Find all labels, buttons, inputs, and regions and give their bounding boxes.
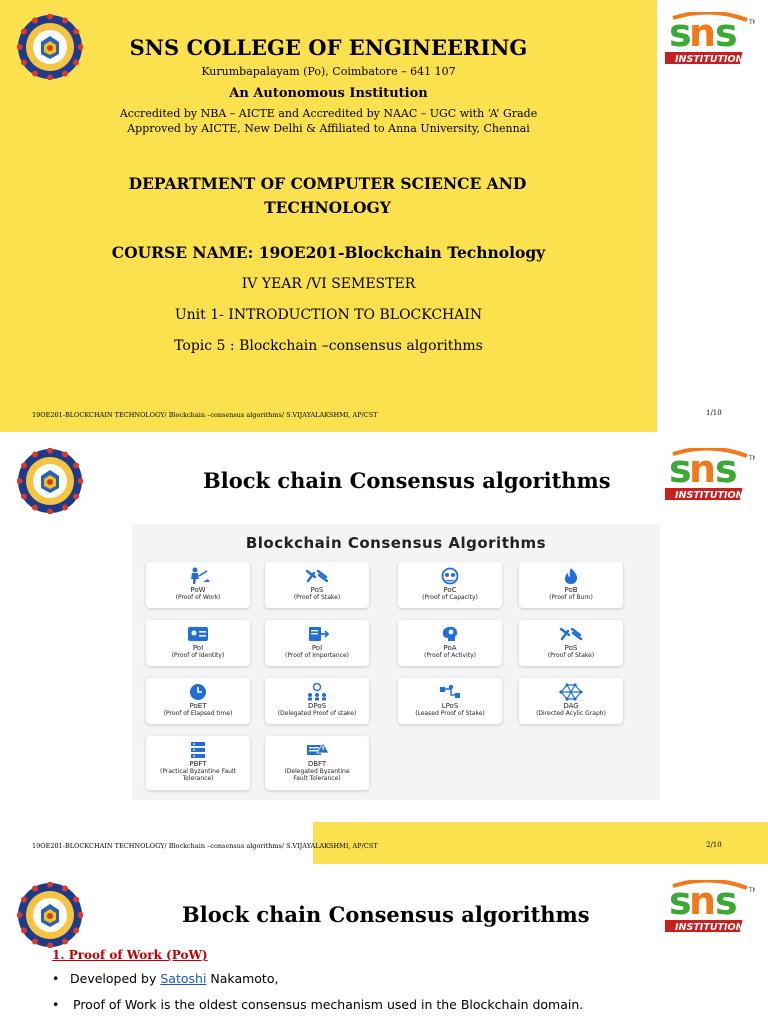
slide-footer: 19OE201-BLOCKCHAIN TECHNOLOGY/ Blockchain –consensus algorithms/ S.VIJAYALAKSHMI, AP/CST <box>32 842 378 850</box>
bullet-text: Developed by <box>70 971 161 986</box>
accreditation-text: Accredited by NBA – AICTE and Accredited by NAAC – UGC with ‘A’ Grade <box>119 107 538 120</box>
approval-text: Approved by AICTE, New Delhi & Affiliated to Anna University, Chennai <box>127 122 530 135</box>
warning-server-icon <box>304 741 330 759</box>
course-name: COURSE NAME: 19OE201-Blockchain Technology <box>111 243 546 262</box>
slide-3 <box>0 864 768 1024</box>
college-seal-icon <box>17 448 83 514</box>
year-semester: IV YEAR /VI SEMESTER <box>241 276 416 292</box>
card-full: (Proof of Stake) <box>293 594 341 601</box>
consensus-algorithms-figure <box>132 524 660 800</box>
sns-institutions-logo <box>665 448 755 504</box>
card-abbr: LPoS <box>441 702 459 710</box>
autonomous-label: An Autonomous Institution <box>229 86 428 101</box>
fire-icon <box>558 567 584 585</box>
card-dpos <box>265 678 369 724</box>
card-pos-2 <box>519 620 623 666</box>
card-abbr: DAG <box>563 702 579 710</box>
figure-title: Blockchain Consensus Algorithms <box>245 534 547 552</box>
card-full: (Proof of Importance) <box>285 652 349 659</box>
card-pow <box>146 562 250 608</box>
importance-icon <box>304 625 330 643</box>
card-full: (Proof of Work) <box>175 594 221 601</box>
clock-icon <box>185 683 211 701</box>
card-full: (Delegated Byzantine Fault Tolerance) <box>284 768 350 782</box>
card-lpos <box>398 678 502 724</box>
miner-icon <box>185 567 211 585</box>
card-poi-importance <box>265 620 369 666</box>
card-full: (Proof of Activity) <box>423 652 477 659</box>
card-poi-identity <box>146 620 250 666</box>
card-full: (Directed Acylic Graph) <box>536 710 606 717</box>
card-poet <box>146 678 250 724</box>
graph-icon <box>558 683 584 701</box>
bullet-text: Proof of Work is the oldest consensus mechanism used in the Blockchain domain. <box>73 997 584 1012</box>
bullet-icon: • <box>52 971 60 986</box>
card-dbft <box>265 736 369 790</box>
card-full: (Delegated Proof of stake) <box>277 710 357 717</box>
capacity-icon <box>437 567 463 585</box>
delegates-icon <box>304 683 330 701</box>
bullet-item <box>52 997 583 1012</box>
card-poc <box>398 562 502 608</box>
card-abbr: PoC <box>443 586 457 594</box>
card-full: (Proof of Stake) <box>547 652 595 659</box>
card-full: (Proof of Identity) <box>171 652 225 659</box>
college-seal-icon <box>17 882 83 948</box>
footer-highlight <box>313 822 768 864</box>
unit-title: Unit 1- INTRODUCTION TO BLOCKCHAIN <box>174 307 483 323</box>
slide-title: Block chain Consensus algorithms <box>182 902 590 927</box>
card-abbr: PoS <box>564 644 578 652</box>
bullet-icon: • <box>52 997 60 1012</box>
sns-institutions-logo <box>665 880 755 936</box>
topic-title: Topic 5 : Blockchain –consensus algorithms <box>174 338 483 354</box>
card-abbr: PoB <box>564 586 578 594</box>
card-full: (Practical Byzantine Fault Tolerance) <box>160 768 236 782</box>
slide-1 <box>0 0 768 432</box>
card-full: (Proof of Burn) <box>549 594 593 601</box>
card-pos <box>265 562 369 608</box>
card-abbr: DPoS <box>307 702 327 710</box>
bullet-text-suffix: Nakamoto, <box>206 971 279 986</box>
card-abbr: PoS <box>310 586 324 594</box>
sns-institutions-logo <box>665 12 755 68</box>
card-abbr: DBFT <box>307 760 327 768</box>
brain-icon <box>437 625 463 643</box>
page-number: 1/10 <box>706 409 722 417</box>
card-full: (Proof of Capacity) <box>422 594 478 601</box>
id-card-icon <box>185 625 211 643</box>
slide-footer: 19OE201-BLOCKCHAIN TECHNOLOGY/ Blockchain –consensus algorithms/ S.VIJAYALAKSHMI, AP/CST <box>32 411 378 419</box>
department-title: DEPARTMENT OF COMPUTER SCIENCE AND TECHNOLOGY <box>128 174 527 217</box>
stake-icon <box>558 625 584 643</box>
bullet-item <box>52 971 278 986</box>
stake-icon <box>304 567 330 585</box>
college-name: SNS COLLEGE OF ENGINEERING <box>129 35 528 60</box>
section-heading: 1. Proof of Work (PoW) <box>52 948 208 962</box>
card-full: (Leased Proof of Stake) <box>415 710 485 717</box>
satoshi-link[interactable]: Satoshi <box>160 971 207 986</box>
card-pbft <box>146 736 250 790</box>
card-abbr: PoW <box>190 586 206 594</box>
lease-icon <box>437 683 463 701</box>
card-poa <box>398 620 502 666</box>
card-abbr: PoI <box>311 644 323 652</box>
card-abbr: PBFT <box>189 760 207 768</box>
card-abbr: PoI <box>192 644 204 652</box>
card-pob <box>519 562 623 608</box>
card-dag <box>519 678 623 724</box>
college-address: Kurumbapalayam (Po), Coimbatore – 641 107 <box>201 65 456 78</box>
page-number: 2/10 <box>706 841 722 849</box>
card-abbr: PoET <box>189 702 207 710</box>
card-abbr: PoA <box>443 644 457 652</box>
slide-title: Block chain Consensus algorithms <box>203 468 611 493</box>
servers-icon <box>185 741 211 759</box>
card-full: (Proof of Elapsed time) <box>163 710 233 717</box>
